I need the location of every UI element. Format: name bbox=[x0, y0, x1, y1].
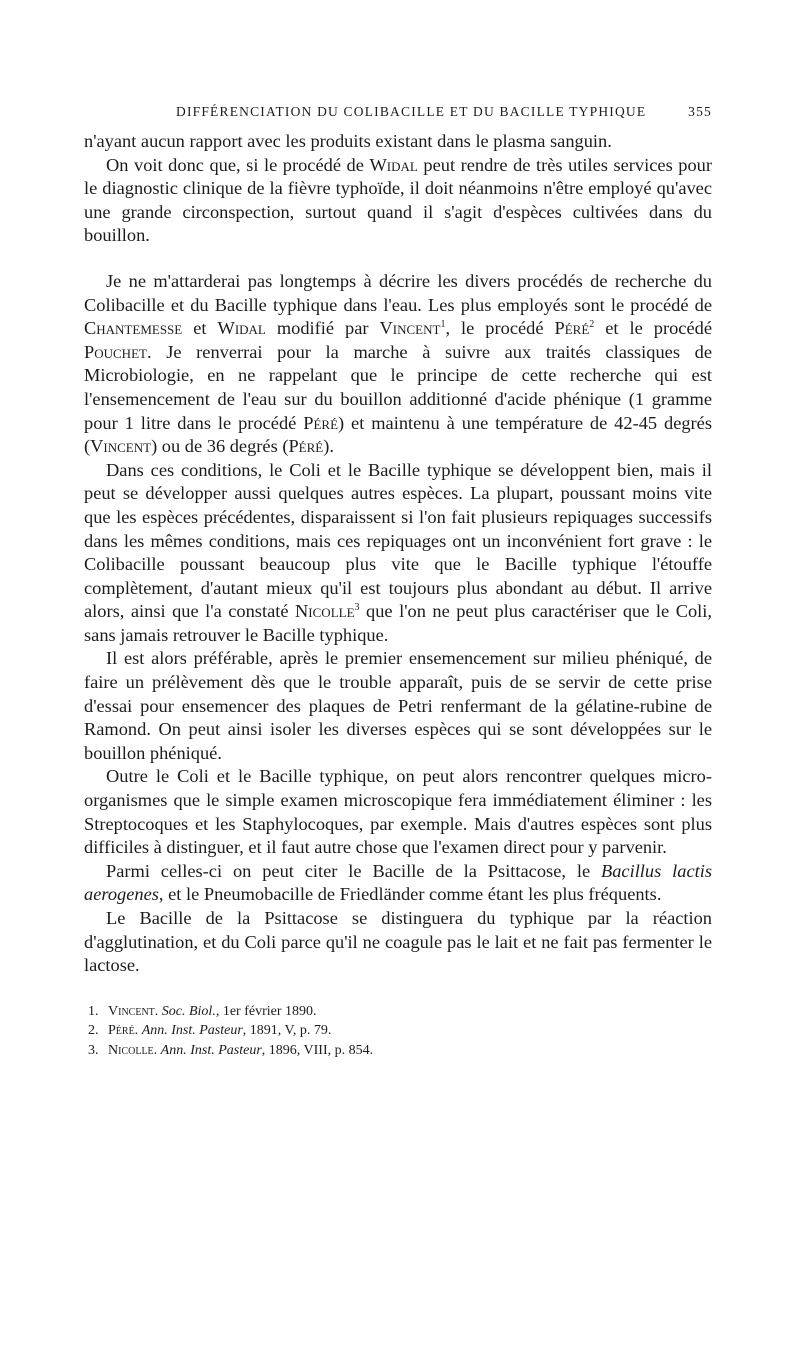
paragraph-1: n'ayant aucun rapport avec les produits existant dans le plasma sanguin. bbox=[84, 131, 612, 151]
footnote-detail: , 1896, VIII, p. 854. bbox=[261, 1042, 374, 1058]
author-name: Péré bbox=[554, 318, 590, 339]
footnote-ref: 2 bbox=[589, 319, 595, 331]
author-name: Widal bbox=[369, 154, 418, 175]
page-number: 355 bbox=[688, 104, 712, 119]
paragraph-4 bbox=[84, 459, 712, 648]
text-span: ). bbox=[323, 436, 334, 457]
species-name: Bacillus lactis aerogenes bbox=[84, 860, 712, 905]
footnote-source: Soc. Biol. bbox=[161, 1003, 216, 1019]
book-page bbox=[84, 104, 712, 1060]
body-text bbox=[84, 130, 712, 978]
text-span: et le procédé bbox=[594, 318, 712, 339]
text-span: Je ne m'attarderai pas longtemps à décrire les divers procédés de recherche du Colibacille et du Bacille typhique dans l'eau. Les plus employés sont le procédé de bbox=[84, 270, 712, 315]
footnote-1 bbox=[88, 1002, 712, 1022]
footnote-author: Vincent. bbox=[108, 1003, 159, 1019]
author-name: Vincent bbox=[90, 436, 152, 457]
paragraph-2 bbox=[84, 154, 712, 248]
footnote-author: Péré. bbox=[108, 1023, 139, 1039]
paragraph-5: Il est alors préférable, après le premier ensemencement sur milieu phéniqué, de faire un prélèvement dès que le trouble apparaît, puis de se servir de cette prise d'essai pour ensemencer des plaques de Petri renfermant de la gélatine-rubine de Ramond. On peut ainsi isoler les diverses espèces qui se sont développées sur le bouillon phéniqué. bbox=[84, 648, 712, 763]
text-span: Parmi celles-ci on peut citer le Bacille de la Psittacose, le bbox=[106, 860, 601, 881]
author-name: Widal bbox=[217, 318, 266, 339]
text-span: . Je renverrai pour la marche à suivre aux traités classiques de Microbiologie, en ne rappelant que le principe de cette recherche qui est l'ensemencement de l'eau sur du bouillon additionné d'acide phénique (1 gramme pour 1 litre dans le procédé bbox=[84, 341, 712, 433]
footnote-ref: 1 bbox=[440, 319, 446, 331]
author-name: Vincent bbox=[379, 318, 441, 339]
footnote-2 bbox=[88, 1021, 712, 1041]
footnote-source: Ann. Inst. Pasteur bbox=[160, 1042, 262, 1058]
text-span: , et le Pneumobacille de Friedländer comme étant les plus fréquents. bbox=[158, 884, 662, 905]
footnote-3 bbox=[88, 1041, 712, 1061]
text-span: que l'on ne peut plus caractériser que le Coli, sans jamais retrouver le Bacille typhique. bbox=[84, 601, 712, 645]
footnote-detail: , 1er février 1890. bbox=[215, 1003, 317, 1019]
text-span: On voit donc que, si le procédé de bbox=[106, 154, 370, 175]
author-name: Chantemesse bbox=[84, 318, 183, 339]
author-name: Nicolle bbox=[295, 601, 355, 622]
text-span: , le procédé bbox=[445, 318, 555, 339]
author-name: Péré bbox=[303, 412, 339, 433]
text-span: ) ou de 36 degrés ( bbox=[151, 436, 289, 457]
footnotes bbox=[84, 1002, 712, 1061]
footnote-number: 2. bbox=[88, 1023, 99, 1039]
text-span: ) et maintenu à une température de 42-45 degrés ( bbox=[84, 412, 712, 457]
footnote-source: Ann. Inst. Pasteur bbox=[141, 1023, 243, 1039]
text-span: modifié par bbox=[265, 318, 380, 339]
text-span: et bbox=[182, 318, 218, 339]
running-head bbox=[84, 104, 712, 130]
footnote-ref: 3 bbox=[354, 602, 360, 614]
footnote-author: Nicolle. bbox=[108, 1042, 158, 1058]
paragraph-3 bbox=[84, 270, 712, 459]
running-title: DIFFÉRENCIATION DU COLIBACILLE ET DU BACILLE TYPHIQUE bbox=[176, 104, 647, 119]
paragraph-6: Outre le Coli et le Bacille typhique, on peut alors rencontrer quelques micro-organismes que le simple examen microscopique fera immédiatement éliminer : les Streptocoques et les Staphylocoques, par exemple. Mais d'autres espèces sont plus difficiles à distinguer, et il faut autre chose que l'examen direct pour y parvenir. bbox=[84, 766, 712, 858]
author-name: Péré bbox=[288, 436, 324, 457]
text-span: Dans ces conditions, le Coli et le Bacille typhique se développent bien, mais il peut se développer aussi quelques autres espèces. La plupart, poussant moins vite que les espèces précédentes, disparaissent si l'on fait plusieurs repiquages successifs dans les mêmes conditions, mais ces repiquages ont un inconvénient fort grave : le Colibacille poussant beaucoup plus vite que le Bacille typhique l'étouffe complètement, d'autant mieux qu'il est toujours plus abondant au début. Il arrive alors, ainsi que l'a constaté bbox=[84, 459, 712, 622]
footnote-number: 3. bbox=[88, 1042, 99, 1058]
paragraph-7 bbox=[84, 860, 712, 907]
author-name: Pouchet bbox=[84, 341, 147, 362]
footnote-detail: , 1891, V, p. 79. bbox=[242, 1023, 332, 1039]
paragraph-8: Le Bacille de la Psittacose se distinguera du typhique par la réaction d'agglutination, et du Coli parce qu'il ne coagule pas le lait et ne fait pas fermenter le lactose. bbox=[84, 908, 712, 976]
footnote-number: 1. bbox=[88, 1003, 99, 1019]
text-span: peut rendre de très utiles services pour le diagnostic clinique de la fièvre typhoïde, il doit néanmoins n'être employé qu'avec une grande circonspection, surtout quand il s'agit d'espèces cultivées dans du bouillon. bbox=[84, 154, 712, 246]
